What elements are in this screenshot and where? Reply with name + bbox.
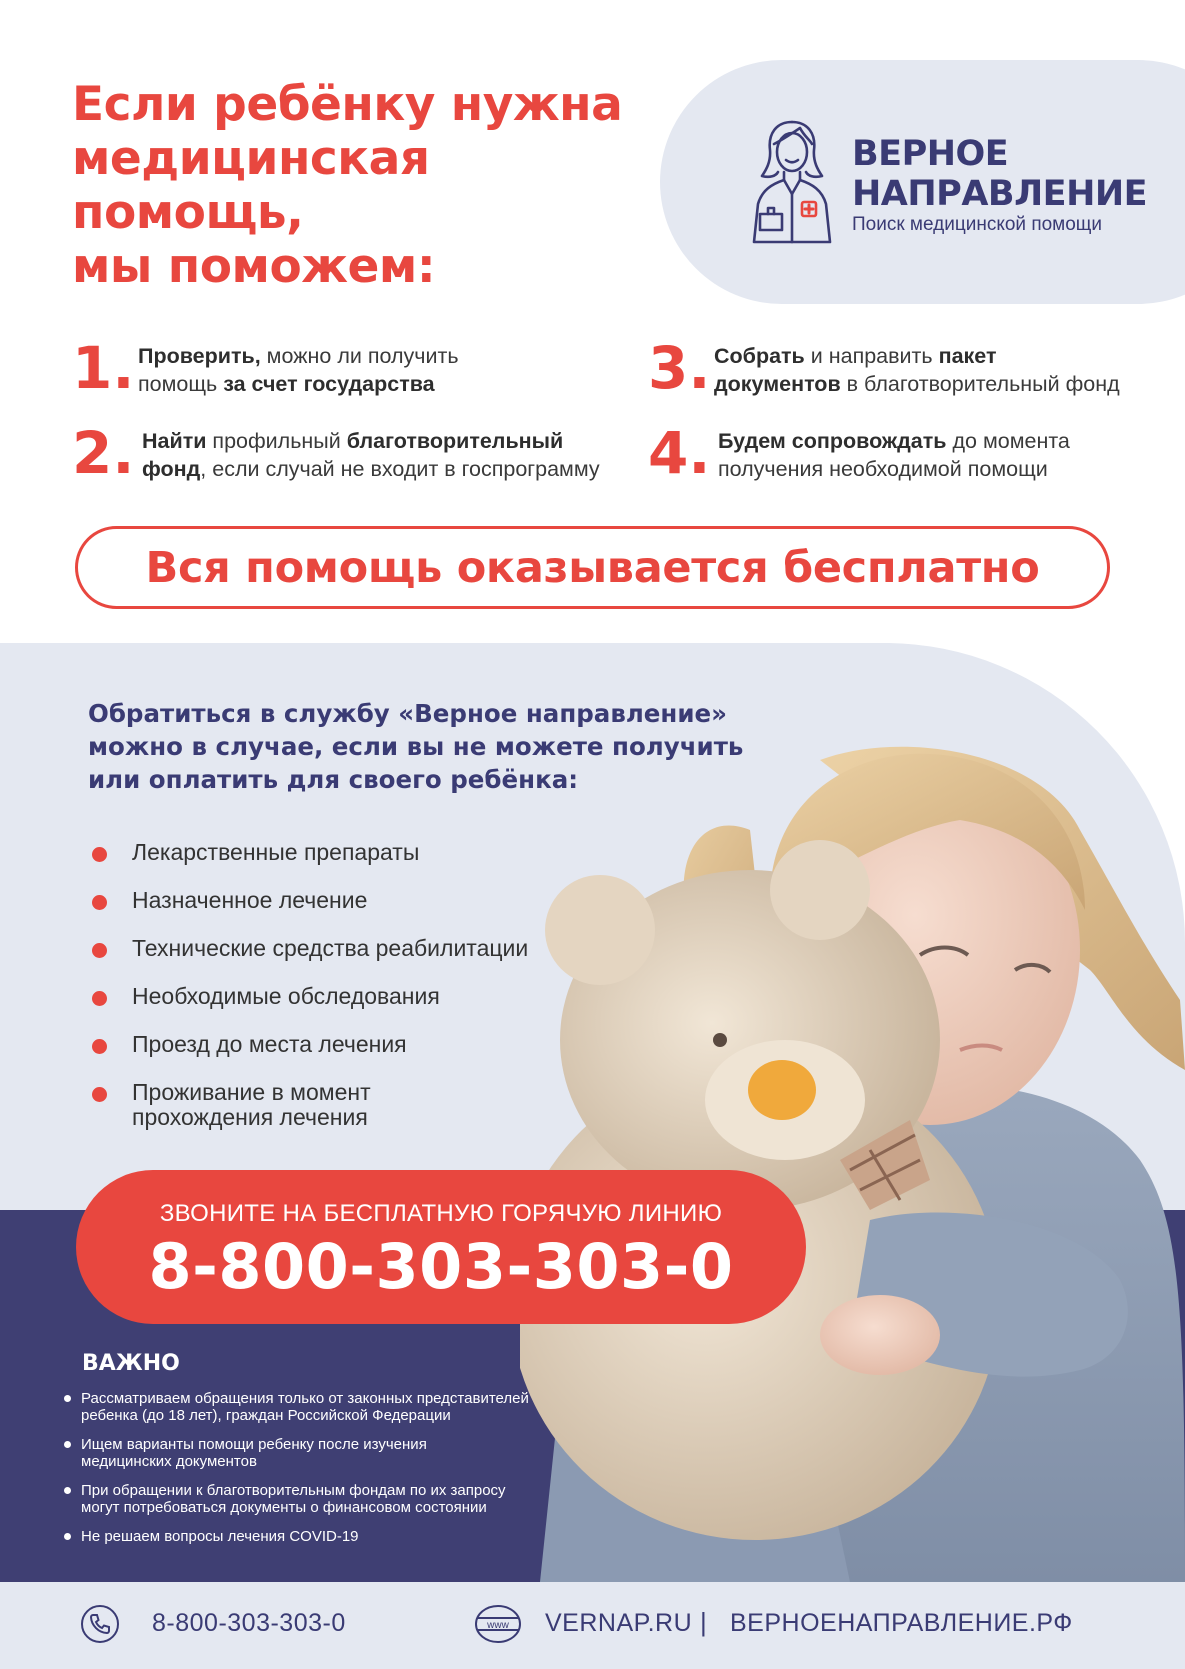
step-number: 4. xyxy=(648,419,711,487)
step-bold: фонд xyxy=(142,457,201,481)
doctor-logo-icon xyxy=(750,118,834,246)
step-regular: в благотворительный фонд xyxy=(840,372,1120,396)
bullet-dot xyxy=(92,895,107,910)
brand-name-line: ВЕРНОЕ xyxy=(852,134,1009,174)
important-list xyxy=(64,1390,529,1557)
step-2 xyxy=(72,419,600,487)
step-text xyxy=(718,423,1070,483)
hotline-number[interactable]: 8-800-303-303-0 xyxy=(148,1230,734,1303)
www-globe-icon xyxy=(474,1604,522,1644)
list-item-line: Не решаем вопросы лечения COVID-19 xyxy=(81,1528,359,1545)
list-item xyxy=(64,1390,529,1424)
step-text xyxy=(138,338,459,398)
headline-line: мы поможем: xyxy=(72,239,436,294)
footer-site-link[interactable]: VERNAP.RU xyxy=(545,1609,693,1637)
footer-site-link-rf[interactable]: ВЕРНОЕНАПРАВЛЕНИЕ.РФ xyxy=(730,1609,1073,1637)
step-3 xyxy=(648,334,1120,402)
step-bold: благотворительный xyxy=(346,429,564,453)
bullet-dot xyxy=(92,943,107,958)
list-item xyxy=(64,1482,529,1516)
headline-line: медицинская xyxy=(72,131,430,186)
step-regular: можно ли получить xyxy=(260,344,459,368)
page-headline xyxy=(72,78,632,294)
list-item-line: При обращении к благотворительным фондам по их запросу xyxy=(81,1482,506,1499)
hotline-banner[interactable] xyxy=(76,1170,806,1324)
step-bold: Найти xyxy=(142,429,207,453)
needs-list xyxy=(92,840,528,1153)
intro-text xyxy=(88,697,744,796)
phone-icon xyxy=(80,1604,120,1644)
list-item xyxy=(64,1528,529,1545)
step-regular: , если случай не входит в госпрограмму xyxy=(200,457,600,481)
list-item xyxy=(92,936,528,961)
step-bold: Собрать xyxy=(714,344,805,368)
step-bold: Проверить, xyxy=(138,344,261,368)
list-item-line: медицинских документов xyxy=(81,1453,257,1470)
list-item-label: Лекарственные препараты xyxy=(132,839,420,865)
brand-tagline: Поиск медицинской помощи xyxy=(852,214,1103,235)
step-regular: и направить xyxy=(804,344,939,368)
list-item-line: могут потребоваться документы о финансовом состоянии xyxy=(81,1499,487,1516)
step-bold: за счет государства xyxy=(223,372,435,396)
intro-line: можно в случае, если вы не можете получить xyxy=(88,732,744,761)
www-label: www xyxy=(487,1620,509,1631)
step-1 xyxy=(72,334,459,402)
list-item xyxy=(64,1436,529,1470)
step-regular: до момента xyxy=(946,429,1070,453)
step-number: 1. xyxy=(72,334,135,402)
list-item-label: Проживание в момент xyxy=(132,1079,371,1105)
intro-line: Обратиться в службу «Верное направление» xyxy=(88,699,727,728)
step-number: 2. xyxy=(72,419,135,487)
list-item xyxy=(92,840,528,865)
important-title: ВАЖНО xyxy=(82,1351,180,1376)
footer-phone-link[interactable]: 8-800-303-303-0 xyxy=(152,1609,346,1637)
list-item xyxy=(92,1032,528,1057)
list-item xyxy=(92,1080,528,1130)
list-item-label: Назначенное лечение xyxy=(132,887,368,913)
list-item-label: прохождения лечения xyxy=(132,1104,368,1130)
free-help-banner: Вся помощь оказывается бесплатно xyxy=(75,526,1110,609)
list-item-line: Ищем варианты помощи ребенку после изучения xyxy=(81,1436,427,1453)
bullet-dot xyxy=(92,1087,107,1102)
intro-line: или оплатить для своего ребёнка: xyxy=(88,765,579,794)
list-item-line: ребенка (до 18 лет), граждан Российской Федерации xyxy=(81,1407,451,1424)
headline-line: Если ребёнку нужна xyxy=(72,77,623,132)
list-item xyxy=(92,984,528,1009)
list-item-label: Необходимые обследования xyxy=(132,983,440,1009)
step-bold: пакет xyxy=(938,344,997,368)
list-item-line: Рассматриваем обращения только от законных представителей xyxy=(81,1390,529,1407)
brand-name-line: НАПРАВЛЕНИЕ xyxy=(852,174,1148,214)
list-item-label: Технические средства реабилитации xyxy=(132,935,529,961)
step-text xyxy=(714,338,1120,398)
brand-name xyxy=(852,134,1147,214)
headline-line: помощь, xyxy=(72,185,304,240)
step-regular: получения необходимой помощи xyxy=(718,457,1048,481)
bullet-dot xyxy=(92,991,107,1006)
step-number: 3. xyxy=(648,334,711,402)
step-bold: Будем сопровождать xyxy=(718,429,947,453)
step-bold: документов xyxy=(714,372,841,396)
bullet-dot xyxy=(92,1039,107,1054)
step-regular: профильный xyxy=(206,429,347,453)
step-4 xyxy=(648,419,1070,487)
bullet-dot xyxy=(92,847,107,862)
hotline-caption: ЗВОНИТЕ НА БЕСПЛАТНУЮ ГОРЯЧУЮ ЛИНИЮ xyxy=(159,1200,723,1227)
step-text xyxy=(142,423,600,483)
child-with-teddy-bear-image xyxy=(520,740,1185,1582)
list-item xyxy=(92,888,528,913)
footer-separator: | xyxy=(700,1607,707,1637)
step-regular: помощь xyxy=(138,372,224,396)
list-item-label: Проезд до места лечения xyxy=(132,1031,407,1057)
